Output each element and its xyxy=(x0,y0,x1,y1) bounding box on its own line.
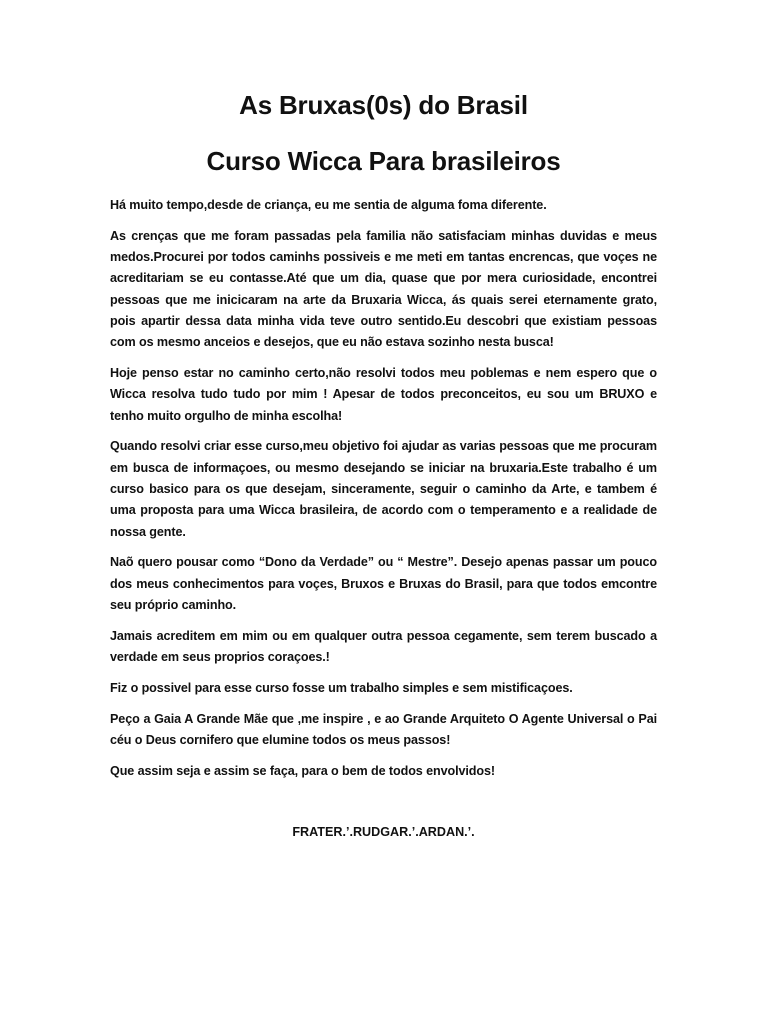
signature: FRATER.’.RUDGAR.’.ARDAN.’. xyxy=(292,825,475,840)
paragraph: Há muito tempo,desde de criança, eu me sentia de alguma foma diferente. xyxy=(110,198,547,212)
paragraph: Naõ quero pousar como “Dono da Verdade” ou “ Mestre”. Desejo apenas passar um pouco dos meus conhecimentos para voçes, Bruxos e Bruxas do Brasil, para que todos emcontre seu próprio caminho. xyxy=(110,555,657,613)
paragraph: Quando resolvi criar esse curso,meu objetivo foi ajudar as varias pessoas que me procuram em busca de informaçoes, ou mesmo desejando se iniciar na bruxaria.Este trabalho é um curso basico para os que desejam, sinceramente, seguir o caminho da Arte, e tambem é uma proposta para uma Wicca brasileira, de acordo com o temperamento e a realidade de nossa gente. xyxy=(110,439,657,539)
paragraph: Jamais acreditem em mim ou em qualquer outra pessoa cegamente, sem terem buscado a verdade em seus proprios coraçoes.! xyxy=(110,628,657,665)
document-subtitle: Curso Wicca Para brasileiros xyxy=(206,146,561,176)
paragraph: Peço a Gaia A Grande Mãe que ,me inspire , e ao Grande Arquiteto O Agente Universal o Pai céu o Deus cornifero que elumine todos os meus passos! xyxy=(110,711,657,748)
document-title: As Bruxas(0s) do Brasil xyxy=(239,90,528,120)
document-body xyxy=(110,195,657,782)
paragraph: Fiz o possivel para esse curso fosse um trabalho simples e sem mistificaçoes. xyxy=(110,680,573,695)
paragraph: Que assim seja e assim se faça, para o bem de todos envolvidos! xyxy=(110,763,495,778)
paragraph: As crenças que me foram passadas pela familia não satisfaciam minhas duvidas e meus medos.Procurei por todos caminhs possiveis e me meti em tantas encrencas, que voçes ne acreditariam se eu contasse.Até que um dia, quase que por mera curiosidade, encontrei pessoas que me inicicaram na arte da Bruxaria Wicca, ás quais serei eternamente grato, pois apartir dessa data minha vida teve outro sentido.Eu descobri que existiam pessoas com os mesmo anceios e desejos, que eu não estava sozinho nesta busca! xyxy=(110,228,657,350)
paragraph: Hoje penso estar no caminho certo,não resolvi todos meu poblemas e nem espero que o Wicca resolva tudo tudo por mim ! Apesar de todos preconceitos, eu sou um BRUXO e tenho muito orgulho de minha escolha! xyxy=(110,366,657,423)
